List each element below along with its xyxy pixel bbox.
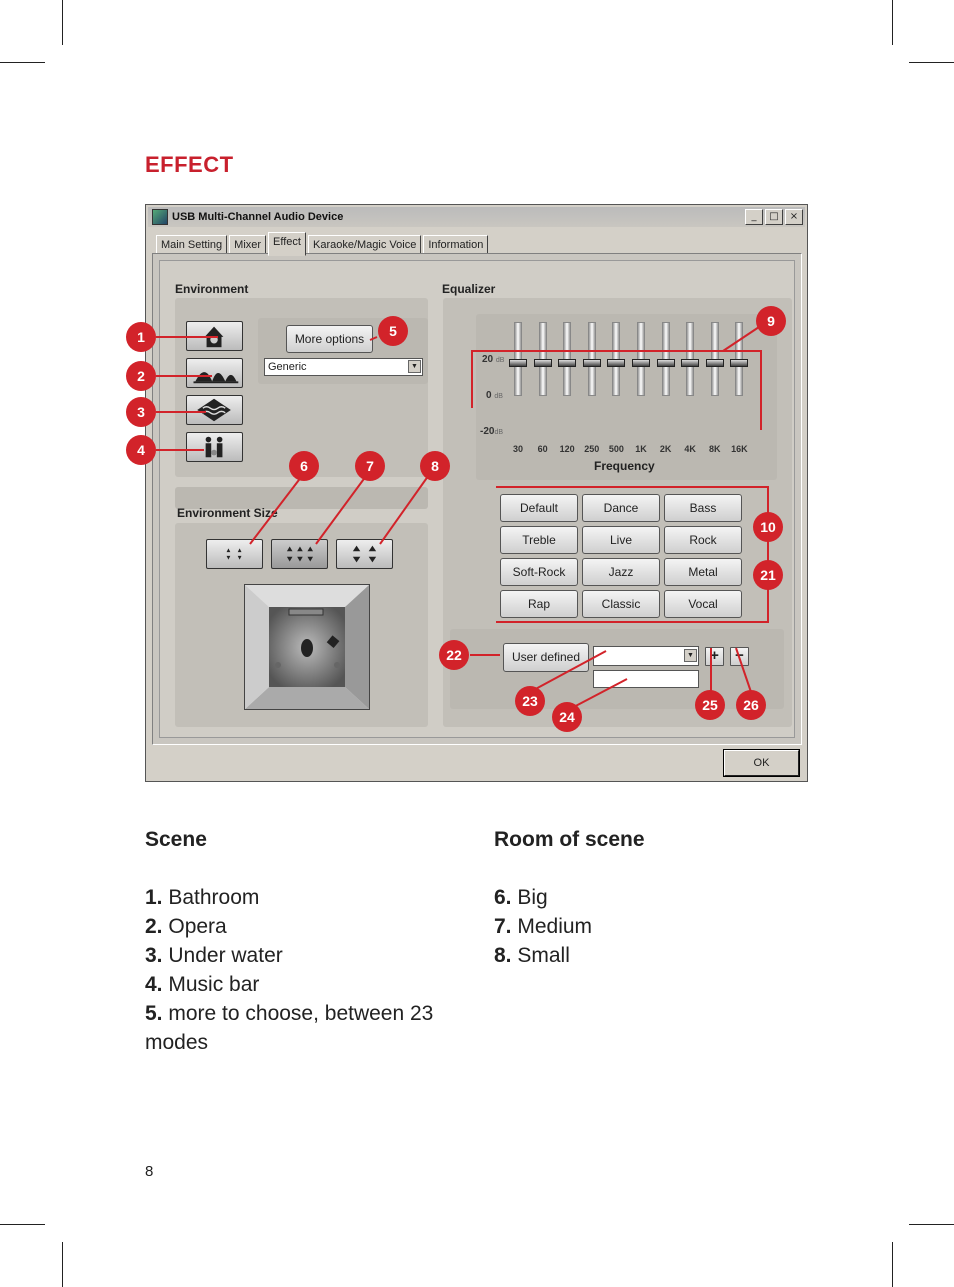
callout-4: 4 [126,435,156,465]
environment-label: Environment [175,282,249,296]
callout-8: 8 [420,451,450,481]
crop-mark [0,62,45,63]
more-options-button[interactable]: More options [286,325,373,353]
eq-frequency-tick: 1K [635,444,647,454]
room-heading: Room of scene [494,828,645,851]
big-room-icon [207,540,262,568]
eq-preset-jazz-button[interactable]: Jazz [582,558,660,586]
eq-preset-bass-button[interactable]: Bass [664,494,742,522]
eq-slider-knob[interactable] [706,359,724,367]
scene-item: 4. Music bar [145,973,260,996]
effect-inner-panel [159,260,795,738]
crop-mark [892,0,893,45]
remove-preset-button[interactable]: − [730,647,749,666]
window-titlebar[interactable] [148,207,805,227]
eq-preset-metal-button[interactable]: Metal [664,558,742,586]
callout-21: 21 [753,560,783,590]
callout-5: 5 [378,316,408,346]
user-preset-name-input[interactable] [593,670,699,688]
eq-preset-default-button[interactable]: Default [500,494,578,522]
crop-mark [892,1242,893,1287]
eq-frequency-tick: 8K [709,444,721,454]
eq-db-bottom: -20dB [480,426,504,437]
crop-mark [62,1242,63,1287]
size-big-button[interactable] [206,539,263,569]
room-preview-icon [245,585,369,709]
window-title: USB Multi-Channel Audio Device [172,211,344,223]
opera-icon [187,359,242,387]
music-bar-button[interactable] [186,432,243,462]
callout-23: 23 [515,686,545,716]
user-defined-button[interactable]: User defined [503,643,589,672]
room-caption [494,825,814,970]
app-icon [152,209,168,225]
size-small-button[interactable] [336,539,393,569]
effect-tab-panel [152,253,802,745]
eq-slider-knob[interactable] [730,359,748,367]
equalizer-graph [476,314,777,480]
chevron-down-icon[interactable]: ▼ [408,360,421,373]
size-medium-button[interactable] [271,539,328,569]
under-water-icon [187,396,242,424]
callout-26: 26 [736,690,766,720]
page-title: EFFECT [145,152,234,177]
scene-item: 5. more to choose, between 23 modes [145,1002,434,1054]
eq-slider-knob[interactable] [632,359,650,367]
room-preview [244,584,370,710]
opera-button[interactable] [186,358,243,388]
callout-7: 7 [355,451,385,481]
eq-preset-classic-button[interactable]: Classic [582,590,660,618]
environment-select[interactable] [264,358,423,376]
eq-slider-knob[interactable] [607,359,625,367]
bathroom-button[interactable] [186,321,243,351]
callout-3: 3 [126,397,156,427]
scene-caption [145,825,465,1057]
callout-2: 2 [126,361,156,391]
crop-mark [909,62,954,63]
eq-db-top: 20 dB [482,354,505,365]
eq-frequency-tick: 2K [659,444,672,454]
page-number: 8 [145,1163,154,1180]
eq-preset-soft-rock-button[interactable]: Soft-Rock [500,558,578,586]
room-item: 6. Big [494,886,548,909]
bathroom-icon [187,322,242,350]
eq-preset-rock-button[interactable]: Rock [664,526,742,554]
eq-slider-knob[interactable] [558,359,576,367]
eq-slider-knob[interactable] [681,359,699,367]
maximize-button[interactable]: □ [765,209,783,225]
eq-frequency-tick: 60 [537,444,548,454]
eq-frequency-tick: 4K [684,444,696,454]
eq-frequency-tick: 500 [608,444,624,454]
tab-mixer[interactable]: Mixer [229,235,266,256]
environment-size-label: Environment Size [177,506,278,520]
callout-24: 24 [552,702,582,732]
crop-mark [62,0,63,45]
eq-slider-knob[interactable] [534,359,552,367]
eq-preset-dance-button[interactable]: Dance [582,494,660,522]
tab-main-setting[interactable]: Main Setting [156,235,227,256]
under-water-button[interactable] [186,395,243,425]
eq-preset-treble-button[interactable]: Treble [500,526,578,554]
tab-effect[interactable]: Effect [268,232,306,256]
crop-mark [909,1224,954,1225]
room-item: 8. Small [494,944,570,967]
callout-25: 25 [695,690,725,720]
close-button[interactable]: × [785,209,803,225]
callout-6: 6 [289,451,319,481]
eq-frequency-tick: 16K [731,444,748,454]
eq-db-mid: 0 dB [486,390,503,401]
minimize-button[interactable]: _ [745,209,763,225]
callout-9: 9 [756,306,786,336]
eq-frequency-tick: 250 [584,444,600,454]
scene-item: 1. Bathroom [145,886,260,909]
scene-item: 2. Opera [145,915,227,938]
user-preset-select[interactable] [593,646,699,666]
eq-frequency-tick: 120 [559,444,575,454]
add-preset-button[interactable]: + [705,647,724,666]
room-item: 7. Medium [494,915,593,938]
scene-heading: Scene [145,828,207,851]
eq-slider-knob[interactable] [657,359,675,367]
callout-22: 22 [439,640,469,670]
crop-mark [0,1224,45,1225]
user-defined-panel [450,629,784,709]
eq-slider-knob[interactable] [583,359,601,367]
scene-item: 3. Under water [145,944,283,967]
callout-10: 10 [753,512,783,542]
tab-information[interactable]: Information [423,235,488,256]
medium-room-icon [272,540,327,568]
environment-select-value: Generic [268,361,307,373]
equalizer-label: Equalizer [442,282,496,296]
eq-frequency-tick: 30 [512,444,523,454]
callout-1: 1 [126,322,156,352]
eq-preset-live-button[interactable]: Live [582,526,660,554]
ok-button[interactable]: OK [724,750,799,776]
tab-karaoke[interactable]: Karaoke/Magic Voice [308,235,421,256]
small-room-icon [337,540,392,568]
eq-frequency-label: Frequency [594,459,655,473]
chevron-down-icon[interactable]: ▼ [684,649,697,662]
eq-preset-vocal-button[interactable]: Vocal [664,590,742,618]
eq-preset-rap-button[interactable]: Rap [500,590,578,618]
music-bar-icon [187,433,242,461]
eq-slider-knob[interactable] [509,359,527,367]
